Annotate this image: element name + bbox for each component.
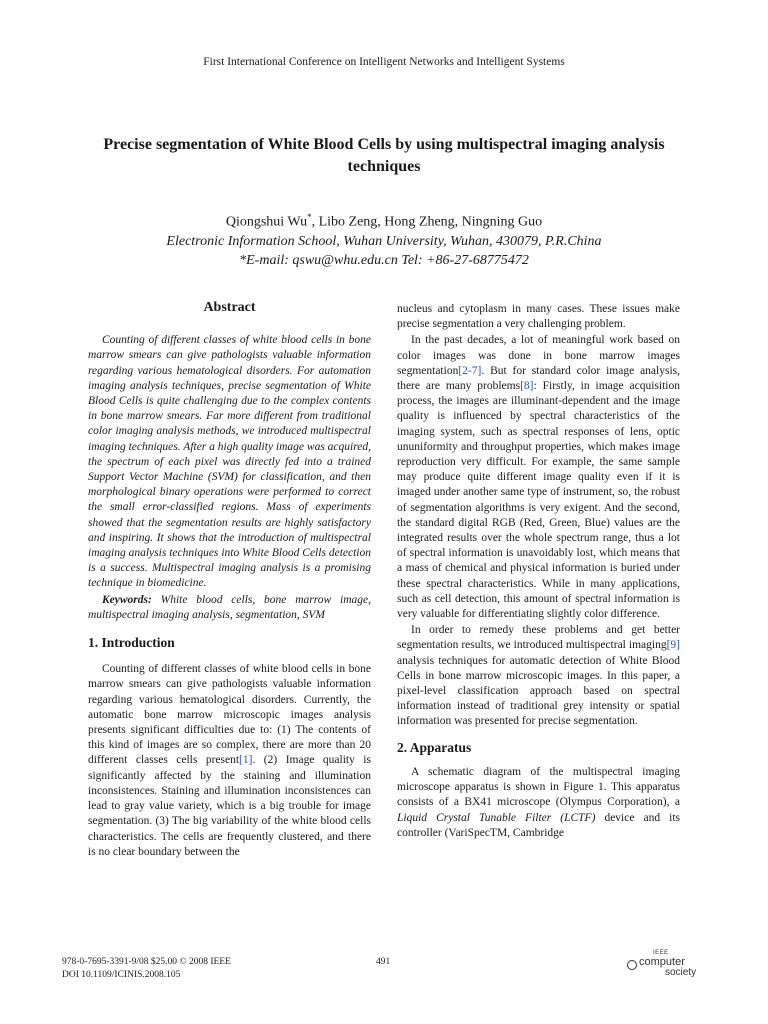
continued-paragraph: nucleus and cytoplasm in many cases. These issues make precise segmentation a very challenging problem. [397, 303, 680, 331]
affiliation: Electronic Information School, Wuhan University, Wuhan, 430079, P.R.China [166, 233, 602, 249]
right-column [397, 302, 680, 842]
author-list: Qiongshui Wu*, Libo Zeng, Hong Zheng, Ningning Guo [225, 212, 543, 230]
paragraph-past-decades: In the past decades, a lot of meaningful work based on color images was done in bone marrow images segmentation[2-7]. But for standard color image analysis, there are many problems[8]: Firstly, in image acquisition process, the images are illuminant-dependent and the image quality is influenced by spectral characteristics of the imaging system, such as spectral responses of lens, optic ununiformity and throughput properties, which makes image reproduction very difficult. For example, the same sample may produce quite different image quality even if it is imaged under another same type of instrument, so, the robust of segmentation algorithms is very exigent. And the second, the standard digital RGB (Red, Green, Blue) values are the integrated results over the whole spectrum range, thus a lot of spectral information is unavoidably lost, which means that a mass of chemical and physical information is buried under these spectral characteristics. While in many applications, such as cell detection, this amount of spectral information is very valuable for differentiating slightly color difference. [397, 334, 680, 621]
introduction-paragraph: Counting of different classes of white blood cells in bone marrow smears can give pathologists valuable information regarding various hematological disorders. Currently, the automatic bone marrow microscopic images analysis presents significant difficulties due to: (1) The contents of this kind of images are so complex, there are more than 20 different classes cells present[1]. (2) Image quality is significantly affected by the staining and illumination inconsistences. Staining and illumination inconsistences can lead to gray value variety, which is a big trouble for image segmentation. (3) The big variability of the white blood cells characteristics. The cells are frequently clustered, and there is no clear boundary between the [88, 663, 371, 858]
citation-link[interactable]: [2-7] [458, 364, 482, 377]
paragraph-remedy: In order to remedy these problems and get better segmentation results, we introduced multispectral imaging[9] analysis techniques for automatic detection of White Blood Cells in bone marrow microscopic images. In this paper, a pixel-level classification approach based on spectral information instead of traditional grey intensity or spatial information was presented for precise segmentation. [397, 624, 680, 728]
contact-email: *E-mail: qswu@whu.edu.cn Tel: +86-27-68775472 [239, 252, 529, 268]
citation-link[interactable]: [8] [520, 380, 534, 393]
keywords: Keywords: White blood cells, bone marrow image, multispectral imaging analysis, segmentation, SVM [88, 593, 371, 621]
apparatus-paragraph: A schematic diagram of the multispectral imaging microscope apparatus is shown in Figure 1. This apparatus consists of a BX41 microscope (Olympus Corporation), a Liquid Crystal Tunable Filter (LCTF) device and its controller (VariSpecTM, Cambridge [397, 765, 680, 839]
citation-link[interactable]: [9] [666, 639, 680, 652]
author-block [0, 208, 768, 270]
conference-header: First International Conference on Intelligent Networks and Intelligent Systems [203, 56, 565, 68]
logo-disc-icon [627, 960, 637, 970]
abstract-text: Counting of different classes of white blood cells in bone marrow smears can give pathologists valuable information regarding various hematological disorders. For automation imaging analysis techniques, precise segmentation of White Blood Cells is quite challenging due to the complex contents in bone marrow smears. Far more different from traditional color imaging analysis methods, we introduced multispectral imaging techniques. After a high quality image was acquired, the spectrum of each pixel was directly fed into a trained Support Vector Machine (SVM) for classification, and then morphological binary operations were performed to correct the small error-classified regions. Mass of experiments showed that the segmentation results are highly satisfactory and inspiring. It shows that the introduction of multispectral imaging analysis techniques into White Blood Cells detection is a success. Multispectral imaging analysis is a promising technique in biomedicine. [88, 334, 371, 590]
abstract-body [88, 333, 371, 623]
citation-link[interactable]: [1] [239, 754, 253, 767]
introduction-heading: 1. Introduction [88, 635, 175, 651]
ieee-computer-society-logo: IEEE computer society [627, 950, 722, 978]
apparatus-heading: 2. Apparatus [397, 739, 472, 755]
abstract-heading: Abstract [203, 300, 256, 315]
page-number: 491 [376, 957, 391, 967]
paper-title: Precise segmentation of White Blood Cells by using multispectral imaging analysis techniques [103, 136, 665, 175]
left-column [88, 300, 371, 861]
copyright-footer [62, 956, 231, 982]
doi-line: DOI 10.1109/ICINIS.2008.105 [62, 970, 181, 980]
isbn-line: 978-0-7695-3391-9/08 $25.00 © 2008 IEEE [62, 957, 231, 967]
